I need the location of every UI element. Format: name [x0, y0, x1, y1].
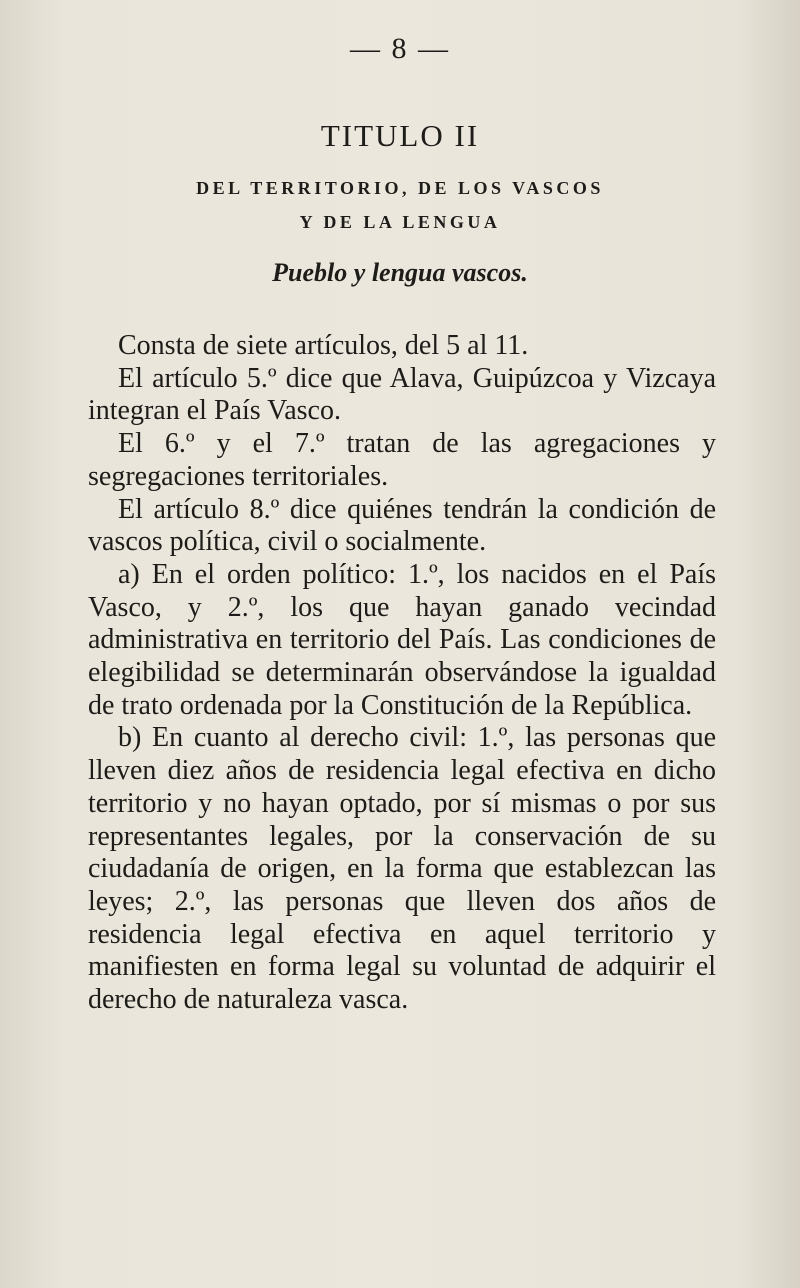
section-heading: Pueblo y lengua vascos.	[272, 258, 528, 287]
body-text	[88, 330, 716, 1017]
page-number: — 8 —	[350, 32, 450, 65]
paragraph: a) En el orden político: 1.º, los nacidos en el País Vasco, y 2.º, los que hayan ganado vecindad administrativa en territorio del País. Las condiciones de elegibilidad se determinarán observándose la igualdad de trato ordenada por la Constitución de la República.	[88, 558, 716, 721]
page-title: TITULO II	[320, 118, 480, 153]
paragraph: Consta de siete artículos, del 5 al 11.	[118, 330, 529, 361]
paragraph: El artículo 8.º dice quiénes tendrán la condición de vascos política, civil o socialmente.	[88, 493, 716, 558]
paragraph: El 6.º y el 7.º tratan de las agregaciones y segregaciones territoriales.	[88, 428, 716, 492]
section-subtitle-line2: Y DE LA LENGUA	[299, 212, 501, 232]
paragraph: b) En cuanto al derecho civil: 1.º, las personas que lleven diez años de residencia legal efectiva en dicho territorio y no hayan optado, por sí mismas o por sus representantes legales, por la conservación de su ciudadanía de origen, en la forma que establezcan las leyes; 2.º, las personas que lleven dos años de residencia legal efectiva en aquel territorio y manifiesten en forma legal su voluntad de adquirir el derecho de naturaleza vasca.	[88, 722, 716, 1016]
paragraph: El artículo 5.º dice que Alava, Guipúzcoa y Vizcaya integran el País Vasco.	[88, 362, 716, 427]
section-subtitle-line1: DEL TERRITORIO, DE LOS VASCOS	[196, 178, 604, 198]
